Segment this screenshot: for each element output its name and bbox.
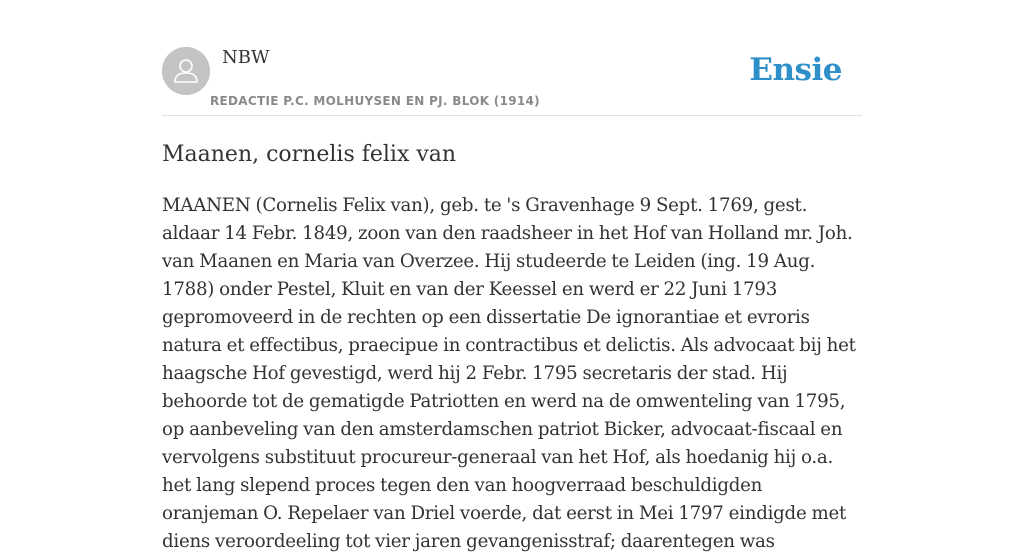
author-name[interactable]: NBW xyxy=(222,47,270,68)
article-card xyxy=(162,0,862,552)
user-icon xyxy=(162,47,210,95)
article-header xyxy=(162,0,862,116)
author-subtitle: REDACTIE P.C. MOLHUYSEN EN PJ. BLOK (1914) xyxy=(210,94,540,108)
article-title: Maanen, cornelis felix van xyxy=(162,142,457,167)
article-body: MAANEN (Cornelis Felix van), geb. te 's Gravenhage 9 Sept. 1769, gest. aldaar 14 Febr. 1849, zoon van den raadsheer in het Hof van Holland mr. Joh. van Maanen en Maria van Overzee. Hij studeerde te Leiden (ing. 19 Aug. 1788) onder Pestel, Kluit en van der Keessel en werd er 22 Juni 1793 gepromoveerd in de rechten op een dissertatie De ignorantiae et evroris natura et effectibus, praecipue in contractibus et delictis. Als advocaat bij het haagsche Hof gevestigd, werd hij 2 Febr. 1795 secretaris der stad. Hij behoorde tot de gematigde Patriotten en werd na de omwenteling van 1795, op aanbeveling van den amsterdamschen patriot Bicker, advocaat-fiscaal en vervolgens substituut procureur-generaal van het Hof, als hoedanig hij o.a. het lang slepend proces tegen den van hoogverraad beschuldigden oranjeman O. Repelaer van Driel voerde, dat eerst in Mei 1797 eindigde met diens veroordeeling tot vier jaren gevangenisstraf; daarentegen was xyxy=(162,195,856,552)
brand-logo[interactable]: Ensie xyxy=(749,52,842,88)
